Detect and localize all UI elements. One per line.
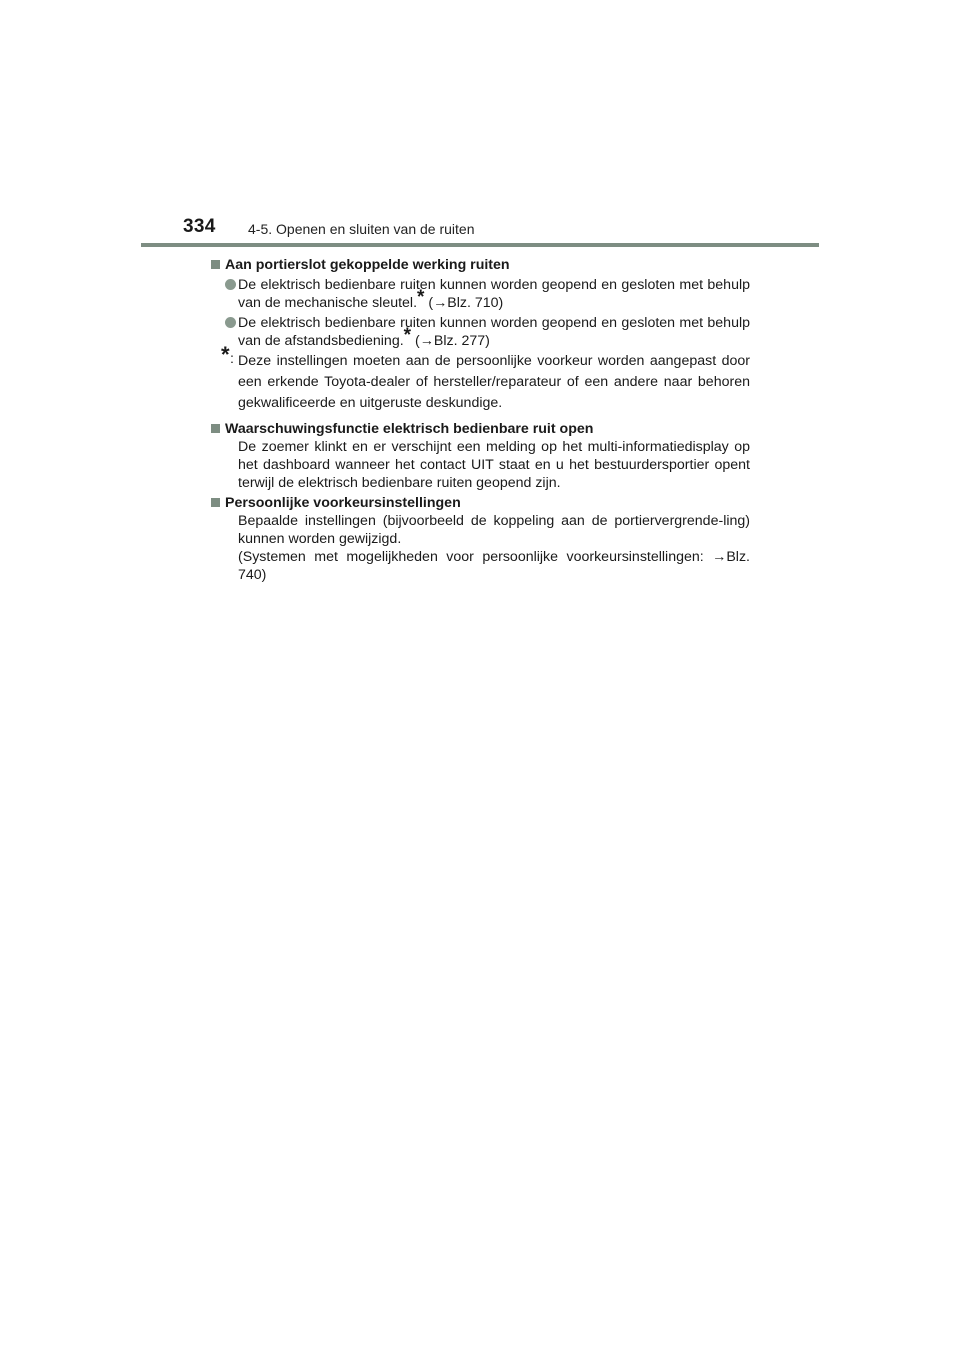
square-bullet-icon xyxy=(211,424,220,433)
page-header xyxy=(0,0,960,250)
header-rule xyxy=(141,243,819,247)
list-item-text: De elektrisch bedienbare ruiten kunnen worden geopend en gesloten met behulp van de afstandsbediening. xyxy=(238,315,750,349)
footnote-text: Deze instellingen moeten aan de persoonlijke voorkeur worden aangepast door een erkende Toyota-dealer of hersteller/reparateur of een andere naar behoren gekwalificeerde en uitgeruste deskundige. xyxy=(238,353,750,411)
section-title: Aan portierslot gekoppelde werking ruiten xyxy=(225,257,510,273)
section-heading xyxy=(210,420,750,438)
circle-bullet-icon xyxy=(225,279,236,290)
section-heading xyxy=(210,256,750,274)
chapter-title: 4-5. Openen en sluiten van de ruiten xyxy=(248,221,475,237)
section-title: Persoonlijke voorkeursinstellingen xyxy=(225,495,461,511)
list-item xyxy=(210,276,750,312)
section-body-reference: (Systemen met mogelijkheden voor persoonlijke voorkeursinstellingen: →Blz. 740) xyxy=(238,549,750,583)
square-bullet-icon xyxy=(211,498,220,507)
list-item xyxy=(210,314,750,350)
square-bullet-icon xyxy=(211,260,220,269)
page-reference: (→Blz. 710) xyxy=(424,295,504,311)
list-item-text: De elektrisch bedienbare ruiten kunnen worden geopend en gesloten met behulp van de mechanische sleutel. xyxy=(238,277,750,311)
section-heading xyxy=(210,494,750,512)
section-body: De zoemer klinkt en er verschijnt een melding op het multi-informatiedisplay op het dashboard wanneer het contact UIT staat en u het bestuurdersportier opent terwijl de elektrisch bedienbare ruiten geopend zijn. xyxy=(238,439,750,491)
footnote-asterisk: * xyxy=(221,342,230,367)
asterisk-mark: * xyxy=(417,287,425,308)
circle-bullet-icon xyxy=(225,317,236,328)
page-reference: (→Blz. 277) xyxy=(411,333,490,349)
footnote-colon: : xyxy=(230,351,234,367)
asterisk-mark: * xyxy=(403,325,412,346)
section-body: Bepaalde instellingen (bijvoorbeeld de koppeling aan de portiervergrende-ling) kunnen worden gewijzigd. xyxy=(238,513,750,547)
page-content xyxy=(210,254,750,584)
page-number: 334 xyxy=(183,216,216,237)
section-title: Waarschuwingsfunctie elektrisch bedienbare ruit open xyxy=(225,421,594,437)
footnote xyxy=(210,342,750,414)
